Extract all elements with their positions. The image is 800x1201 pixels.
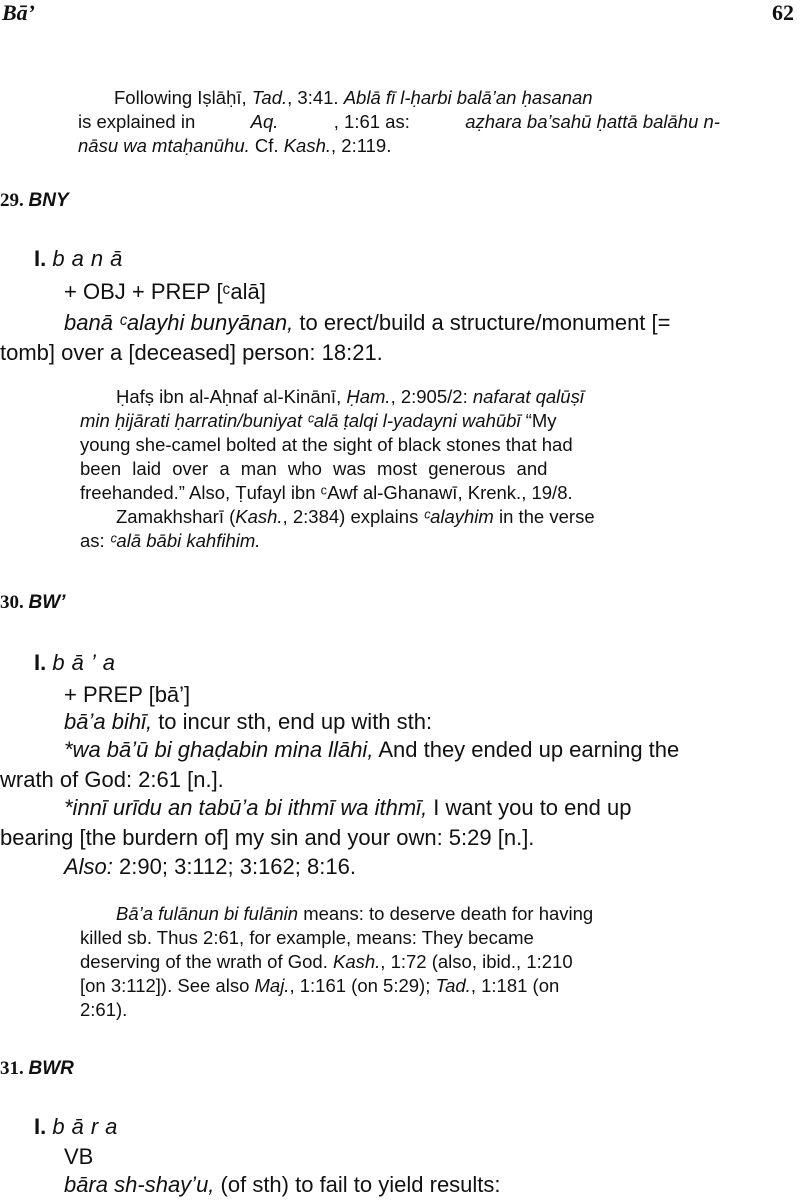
page-number: 62 bbox=[772, 0, 794, 25]
construction-30: + PREP [bā’] bbox=[64, 682, 191, 707]
also-refs-30: Also: 2:90; 3:112; 3:162; 8:16. bbox=[64, 854, 356, 879]
note-top bbox=[78, 86, 720, 158]
note-top-line: Following Iṣlāḥī, Tad., 3:41. Ablā fī l-ḥarbi balā’an ḥasanan bbox=[114, 87, 593, 108]
note-30: Bā’a fulānun bi fulānin means: to deserve death for having killed sb. Thus 2:61, for example, means: They became deserving of the wrath of God. Kash., 1:72 (also, ibid., 1:210 [on 3:112]). See also Maj., 1:161 (on 5:29); Tad., 1:181 (on 2:61). bbox=[80, 903, 594, 1020]
note-top-line: is explained in Aq. , 1:61 as: aẓhara ba’sahū ḥattā balāhu n- bbox=[78, 111, 720, 132]
section-heading-30: 30. BW’ bbox=[0, 592, 66, 613]
construction-31: VB bbox=[64, 1144, 94, 1169]
definition-29: banā ᶜalayhi bunyānan, to erect/build a structure/monument [= tomb] over a [deceased] person: 18:21. bbox=[0, 310, 671, 365]
note-top-line: nāsu wa mtaḥanūhu. Cf. Kash., 2:119. bbox=[78, 135, 392, 156]
entry-headword-baa: I. bā’a bbox=[34, 650, 122, 675]
section-heading-29: 29. BNY bbox=[0, 190, 69, 211]
entry-headword-bana: I. banā bbox=[34, 246, 130, 271]
example-1-30: *wa bā’ū bi ghaḍabin mina llāhi, And they ended up earning the wrath of God: 2:61 [n.]. bbox=[0, 737, 680, 792]
construction-29: + OBJ + PREP [ᶜalā] bbox=[64, 279, 266, 304]
note-29: Ḥafṣ ibn al-Aḥnaf al-Kinānī, Ḥam., 2:905/2: nafarat qalūṣī min ḥijārati ḥarratin/buniyat ᶜalā ṭalqi l-yadayni wahūbī “My young she-camel bolted at the sight of black stones that had been laid over a man who was most generous and freehanded.” Also, Ṭufayl ibn ᶜAwf al-Ghanawī, Krenk., 19/8. Zamakhsharī (Kash., 2:384) explains ᶜalayhim in the verse as: ᶜalā bābi kahfihim. bbox=[80, 386, 595, 551]
example-2-30: *innī urīdu an tabū’a bi ithmī wa ithmī, I want you to end up bearing [the burdern of] my sin and your own: 5:29 [n.]. bbox=[0, 795, 632, 850]
entry-headword-bara: I. bāra bbox=[34, 1114, 125, 1139]
definition-31: bāra sh-shay’u, (of sth) to fail to yield results: bbox=[64, 1172, 501, 1197]
definition-30: bā’a bihī, to incur sth, end up with sth: bbox=[64, 709, 433, 734]
section-heading-31: 31. BWR bbox=[0, 1058, 74, 1079]
running-head: Bā’ bbox=[2, 0, 35, 25]
